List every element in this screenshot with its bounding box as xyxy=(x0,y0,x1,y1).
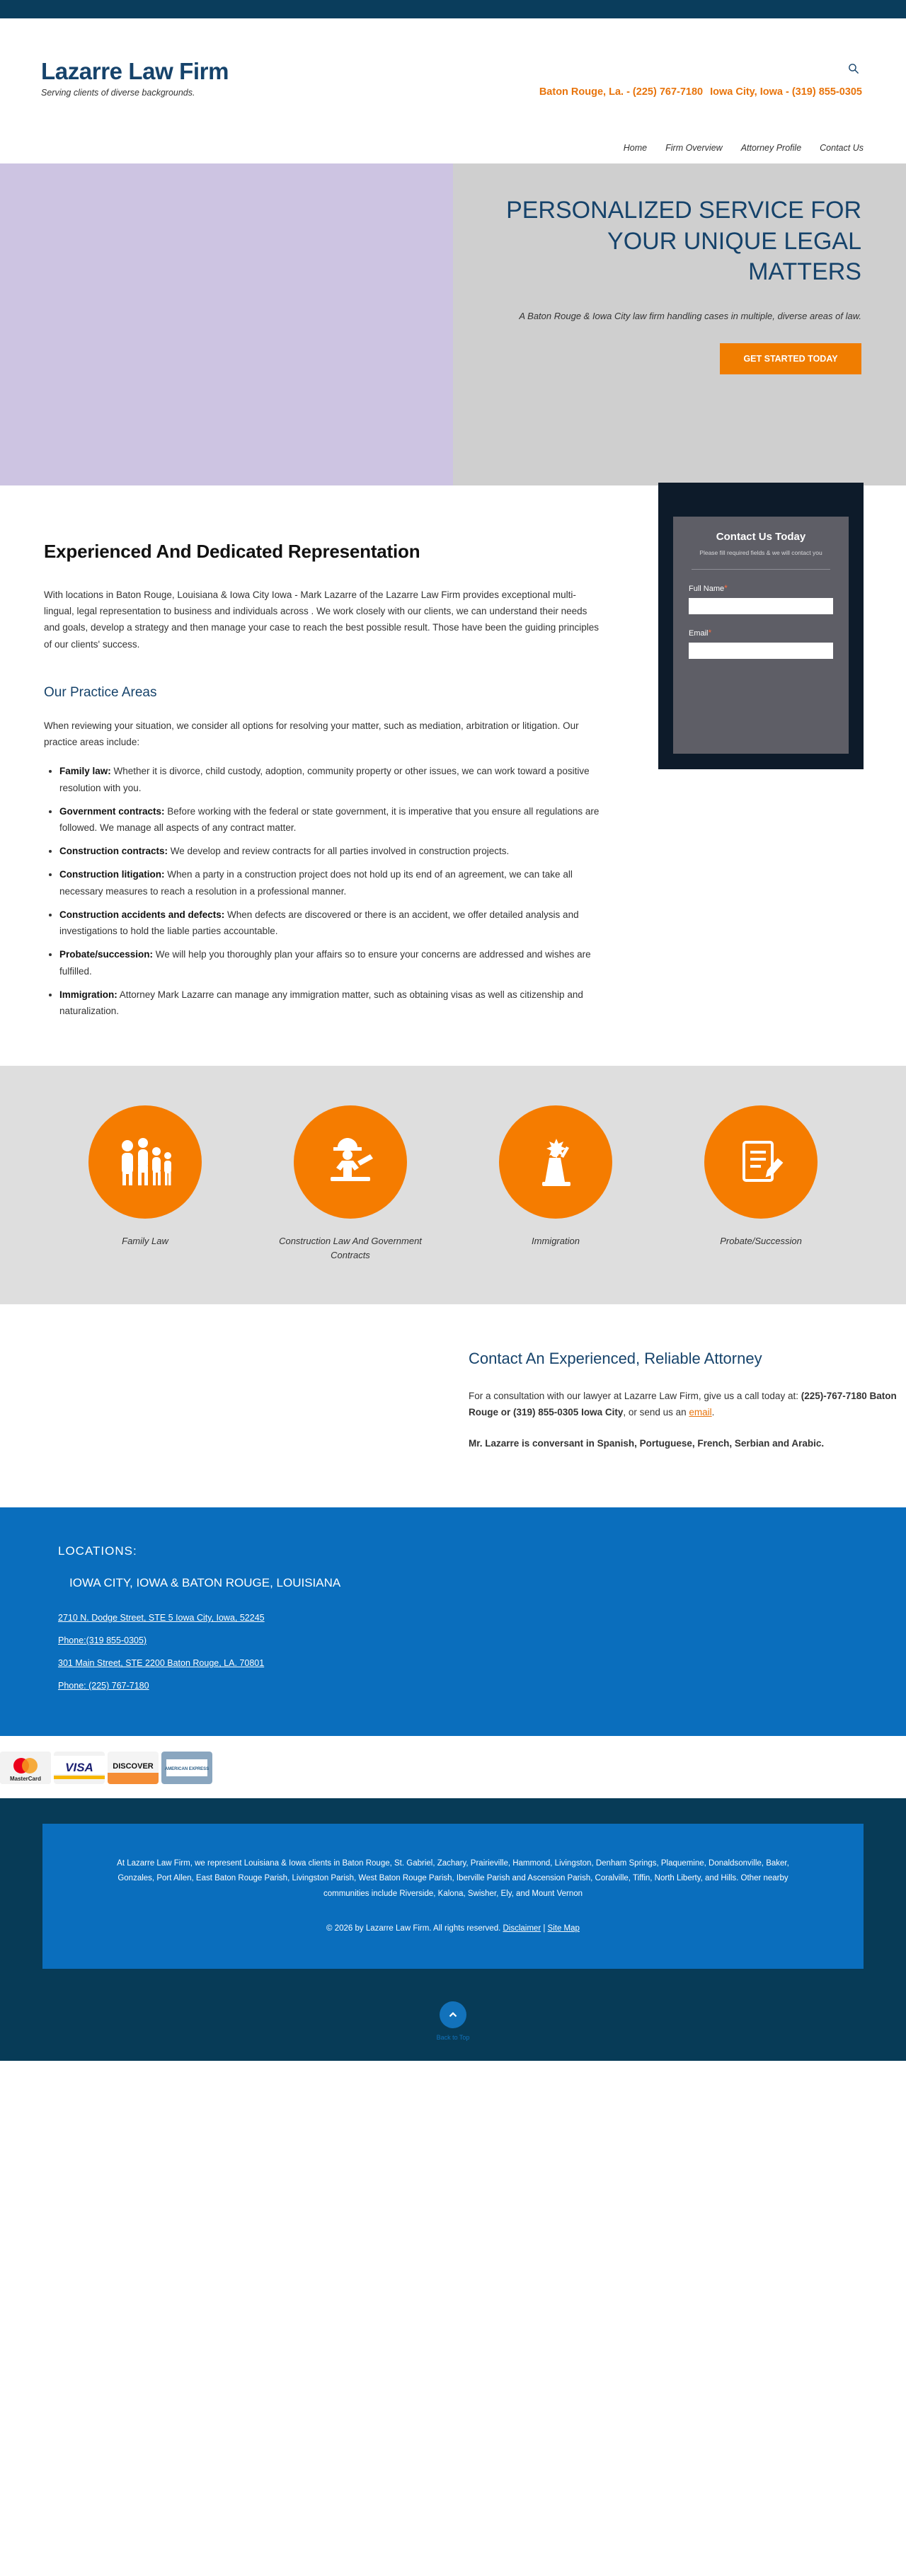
get-started-button[interactable]: GET STARTED TODAY xyxy=(720,343,861,374)
practice-icons-band xyxy=(0,1066,906,1304)
family-icon xyxy=(88,1105,202,1219)
list-item xyxy=(59,803,603,836)
back-to-top[interactable] xyxy=(0,1997,906,2061)
full-name-input[interactable] xyxy=(689,598,833,614)
list-item-term: Construction contracts: xyxy=(59,846,168,857)
location-line xyxy=(58,1658,906,1668)
locations-section xyxy=(0,1507,906,1737)
page-title: Experienced And Dedicated Representation xyxy=(44,541,420,562)
practice-caption: Construction Law And Government Contracts xyxy=(279,1236,422,1260)
list-item-text: When a party in a construction project does not hold up its end of an agreement, we can take all necessary measures to reach a resolution in a professional manner. xyxy=(59,869,573,897)
list-item-text: Before working with the federal or state government, it is imperative that you ensure all regulations are followed. We manage all aspects of any contract matter. xyxy=(59,805,600,833)
location-line xyxy=(58,1613,906,1623)
hero-heading: PERSONALIZED SERVICE FOR YOUR UNIQUE LEGAL MATTERS xyxy=(506,197,861,286)
address-iowa-city[interactable]: 2710 N. Dodge Street, STE 5 Iowa City, Iowa, 52245 xyxy=(58,1613,265,1623)
practice-areas-intro: When reviewing your situation, we consider all options for resolving your matter, such as mediation, arbitration or litigation. Our practice areas include: xyxy=(44,720,579,748)
practice-item-family-law[interactable] xyxy=(64,1105,226,1262)
intro-paragraph: With locations in Baton Rouge, Louisiana & Iowa City Iowa - Mark Lazarre of the Lazarre Law Firm provides exceptional multi-lingual, legal representation to business and individuals across . We work closely with our clients, we can understand their needs and goals, develop a strategy and then manage your case to reach the best possible result. Those have been the guiding principles of our clients' success. xyxy=(44,590,600,650)
document-pen-icon xyxy=(704,1105,818,1219)
site-footer xyxy=(0,1798,906,1997)
svg-text:AMERICAN EXPRESS: AMERICAN EXPRESS xyxy=(164,1767,210,1772)
list-item xyxy=(59,763,603,795)
footer-service-areas: At Lazarre Law Firm, we represent Louisiana & Iowa clients in Baton Rouge, St. Gabriel, Zachary, Prairieville, Hammond, Livingston, Denham Springs, Plaquemine, Donaldsonville, Baker, Gonzales, Port Allen, East Baton Rouge Parish, Livingston Parish, West Baton Rouge Parish, Iberville Parish and Ascension Parish, Coralville, Tiffin, North Liberty, and Hills. Other nearby communities include Riverside, Kalona, Swisher, Ely, and Mount Vernon xyxy=(117,1859,789,1898)
svg-text:DISCOVER: DISCOVER xyxy=(113,1762,154,1771)
copyright-text: © 2026 by Lazarre Law Firm. All rights reserved. xyxy=(326,1924,503,1933)
cta-text-post: . xyxy=(711,1407,715,1418)
nav-item-home[interactable]: Home xyxy=(623,143,648,153)
header-phone-baton-rouge[interactable]: Baton Rouge, La. - (225) 767-7180 xyxy=(539,86,704,98)
contact-attorney-note xyxy=(469,1435,906,1452)
contact-attorney-title: Contact An Experienced, Reliable Attorney xyxy=(469,1350,762,1368)
full-name-required-mark: * xyxy=(724,582,728,593)
address-baton-rouge[interactable]: 301 Main Street, STE 2200 Baton Rouge, LA. 70801 xyxy=(58,1658,265,1669)
visa-icon xyxy=(54,1752,105,1784)
practice-caption: Probate/Succession xyxy=(720,1236,802,1247)
sitemap-link[interactable]: Site Map xyxy=(547,1924,580,1933)
disclaimer-link[interactable]: Disclaimer xyxy=(503,1924,541,1933)
list-item-text: We develop and review contracts for all parties involved in construction projects. xyxy=(168,846,510,857)
list-item xyxy=(59,866,603,899)
contact-form-note: Please fill required fields & we will contact you xyxy=(699,549,822,556)
hero-card xyxy=(464,163,895,374)
practice-item-immigration[interactable] xyxy=(474,1105,637,1262)
list-item-term: Construction litigation: xyxy=(59,869,165,880)
contact-form-divider xyxy=(692,569,830,570)
email-input[interactable] xyxy=(689,643,833,659)
list-item xyxy=(59,843,603,859)
hero-banner xyxy=(0,163,906,485)
contact-attorney-body xyxy=(469,1388,906,1421)
list-item xyxy=(59,907,603,939)
header-phone-iowa-city[interactable]: Iowa City, Iowa - (319) 855-0305 xyxy=(710,86,862,98)
email-required-mark: * xyxy=(708,627,712,638)
top-accent-bar xyxy=(0,0,906,18)
statue-of-liberty-icon xyxy=(499,1105,612,1219)
brand[interactable] xyxy=(41,59,229,98)
hero-panel xyxy=(453,163,906,485)
list-item xyxy=(59,987,603,1019)
practice-caption: Immigration xyxy=(532,1236,580,1247)
construction-worker-icon xyxy=(294,1105,407,1219)
list-item-text: Attorney Mark Lazarre can manage any immigration matter, such as obtaining visas as well as citizenship and naturalization. xyxy=(59,989,583,1016)
phone-baton-rouge[interactable]: Phone: (225) 767-7180 xyxy=(58,1681,149,1691)
cta-text-pre: For a consultation with our lawyer at Lazarre Law Firm, give us a call today at: xyxy=(469,1390,801,1401)
list-item-text: Whether it is divorce, child custody, adoption, community property or other issues, we can work toward a positive resolution with you. xyxy=(59,766,590,793)
nav-item-contact-us[interactable]: Contact Us xyxy=(820,143,864,153)
practice-areas-list xyxy=(44,763,603,1019)
languages-note: Mr. Lazarre is conversant in Spanish, Portuguese, French, Serbian and Arabic. xyxy=(469,1438,825,1449)
back-to-top-label: Back to Top xyxy=(436,2034,470,2042)
list-item-term: Construction accidents and defects: xyxy=(59,909,225,920)
nav-item-firm-overview[interactable]: Firm Overview xyxy=(665,143,723,153)
email-label-text: Email xyxy=(689,628,709,638)
practice-areas-title: Our Practice Areas xyxy=(44,684,157,700)
location-line xyxy=(58,1635,906,1645)
email-label xyxy=(689,628,833,638)
practice-item-construction[interactable] xyxy=(269,1105,432,1262)
contact-form-title: Contact Us Today xyxy=(716,531,806,543)
svg-text:VISA: VISA xyxy=(65,1761,93,1775)
list-item-term: Government contracts: xyxy=(59,805,165,817)
locations-cities: IOWA CITY, IOWA & BATON ROUGE, LOUISIANA xyxy=(69,1575,341,1589)
footer-copyright xyxy=(98,1921,808,1936)
search-icon[interactable] xyxy=(847,62,859,78)
footer-box xyxy=(42,1824,864,1969)
cta-text-mid: , or send us an xyxy=(623,1407,689,1418)
amex-icon xyxy=(161,1752,212,1784)
cta-phones: (225)-767-7180 Baton Rouge or (319) 855-0305 Iowa City xyxy=(469,1390,897,1418)
payment-cards-strip xyxy=(0,1736,906,1798)
full-name-label-text: Full Name xyxy=(689,584,725,593)
list-item-term: Immigration: xyxy=(59,989,117,1000)
list-item-text: We will help you thoroughly plan your affairs so to ensure your concerns are addressed and wishes are fulfilled. xyxy=(59,949,591,977)
svg-text:MasterCard: MasterCard xyxy=(9,1776,42,1783)
contact-form xyxy=(673,517,849,754)
nav-item-attorney-profile[interactable]: Attorney Profile xyxy=(740,143,802,153)
list-item-term: Probate/succession: xyxy=(59,949,154,960)
site-header xyxy=(0,18,906,163)
contact-form-panel xyxy=(658,483,864,769)
header-contact xyxy=(409,86,862,100)
email-link[interactable]: email xyxy=(689,1407,712,1418)
full-name-label xyxy=(689,583,833,593)
list-item-text: When defects are discovered or there is an accident, we offer detailed analysis and investigations to hold the liable parties accountable. xyxy=(59,909,579,937)
main-nav xyxy=(624,143,864,153)
practice-item-probate[interactable] xyxy=(680,1105,842,1262)
phone-iowa-city[interactable]: Phone:(319 855-0305) xyxy=(58,1635,147,1646)
location-line xyxy=(58,1681,906,1691)
brand-title: Lazarre Law Firm xyxy=(41,58,229,84)
list-item-term: Family law: xyxy=(59,766,111,777)
hero-subheading: A Baton Rouge & Iowa City law firm handling cases in multiple, diverse areas of law. xyxy=(519,310,861,321)
list-item xyxy=(59,946,603,979)
practice-caption: Family Law xyxy=(122,1236,168,1247)
discover-icon xyxy=(108,1752,159,1784)
mastercard-icon xyxy=(0,1752,51,1784)
footer-separator: | xyxy=(541,1924,548,1933)
locations-heading: LOCATIONS: xyxy=(58,1543,137,1558)
chevron-up-icon[interactable] xyxy=(440,2001,466,2028)
brand-tagline: Serving clients of diverse backgrounds. xyxy=(41,87,195,98)
contact-attorney-section xyxy=(0,1304,906,1507)
